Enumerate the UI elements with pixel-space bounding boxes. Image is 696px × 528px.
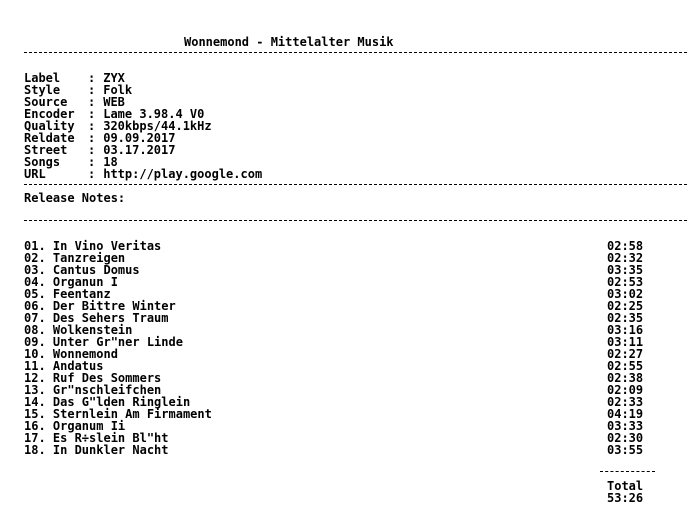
track-title: 08. Wolkenstein bbox=[24, 323, 133, 337]
track-time: 02:30 bbox=[607, 431, 644, 445]
info-key: URL bbox=[24, 167, 46, 181]
track-title: 17. Es R÷slein Bl"ht bbox=[24, 431, 169, 445]
track-time: 03:16 bbox=[607, 323, 644, 337]
track-title: 07. Des Sehers Traum bbox=[24, 311, 169, 325]
info-value: ZYX bbox=[103, 71, 125, 85]
info-value: Folk bbox=[103, 83, 133, 97]
track-title: 03. Cantus Domus bbox=[24, 263, 140, 277]
track-title: 02. Tanzreigen bbox=[24, 251, 126, 265]
track-time: 02:25 bbox=[607, 299, 644, 313]
page-title: Wonnemond - Mittelalter Musik bbox=[184, 35, 394, 49]
track-time: 03:02 bbox=[607, 287, 644, 301]
track-title: 15. Sternlein Am Firmament bbox=[24, 407, 212, 421]
track-title: 06. Der Bittre Winter bbox=[24, 299, 176, 313]
total-value: 53:26 bbox=[607, 491, 644, 505]
info-key: Style bbox=[24, 83, 61, 97]
info-row-encoder: Encoder : Lame 3.98.4 V0 bbox=[24, 107, 205, 121]
info-row-source: Source : WEB bbox=[24, 95, 125, 109]
info-value: 03.17.2017 bbox=[103, 143, 176, 157]
info-value: 18 bbox=[103, 155, 118, 169]
info-key: Songs bbox=[24, 155, 61, 169]
info-row-label: Label : ZYX bbox=[24, 71, 125, 85]
track-time: 02:35 bbox=[607, 311, 644, 325]
divider-top bbox=[24, 52, 687, 53]
info-value: Lame 3.98.4 V0 bbox=[103, 107, 205, 121]
track-title: 14. Das G"lden Ringlein bbox=[24, 395, 191, 409]
track-title: 01. In Vino Veritas bbox=[24, 239, 162, 253]
track-time: 03:55 bbox=[607, 443, 644, 457]
track-title: 11. Andatus bbox=[24, 359, 104, 373]
info-value: 320kbps/44.1kHz bbox=[103, 119, 212, 133]
info-value: 09.09.2017 bbox=[103, 131, 176, 145]
info-key: Encoder bbox=[24, 107, 75, 121]
track-time: 04:19 bbox=[607, 407, 644, 421]
track-time: 03:11 bbox=[607, 335, 644, 349]
track-title: 16. Organum Ii bbox=[24, 419, 126, 433]
info-row-songs: Songs : 18 bbox=[24, 155, 118, 169]
track-time: 02:38 bbox=[607, 371, 644, 385]
info-key: Label bbox=[24, 71, 61, 85]
total-divider bbox=[600, 471, 655, 472]
total-label: Total bbox=[607, 479, 644, 493]
track-time: 02:27 bbox=[607, 347, 644, 361]
track-time: 02:53 bbox=[607, 275, 644, 289]
track-time: 02:09 bbox=[607, 383, 644, 397]
track-title: 05. Feentanz bbox=[24, 287, 111, 301]
release-notes-heading: Release Notes: bbox=[24, 191, 126, 205]
info-row-reldate: Reldate : 09.09.2017 bbox=[24, 131, 176, 145]
track-time: 02:33 bbox=[607, 395, 644, 409]
info-key: Street bbox=[24, 143, 68, 157]
track-title: 04. Organun I bbox=[24, 275, 118, 289]
info-key: Quality bbox=[24, 119, 75, 133]
info-key: Reldate bbox=[24, 131, 75, 145]
track-time: 02:55 bbox=[607, 359, 644, 373]
track-time: 02:58 bbox=[607, 239, 644, 253]
track-title: 12. Ruf Des Sommers bbox=[24, 371, 162, 385]
track-time: 03:35 bbox=[607, 263, 644, 277]
divider-notes bbox=[24, 220, 687, 221]
info-row-street: Street : 03.17.2017 bbox=[24, 143, 176, 157]
info-row-style: Style : Folk bbox=[24, 83, 133, 97]
track-time: 03:33 bbox=[607, 419, 644, 433]
track-title: 13. Gr"nschleifchen bbox=[24, 383, 162, 397]
track-title: 10. Wonnemond bbox=[24, 347, 118, 361]
track-title: 09. Unter Gr"ner Linde bbox=[24, 335, 183, 349]
info-row-quality: Quality : 320kbps/44.1kHz bbox=[24, 119, 212, 133]
track-title: 18. In Dunkler Nacht bbox=[24, 443, 169, 457]
track-time: 02:32 bbox=[607, 251, 644, 265]
info-value: http://play.google.com bbox=[103, 167, 263, 181]
info-value: WEB bbox=[103, 95, 125, 109]
divider-info bbox=[24, 184, 687, 185]
info-row-url: URL : http://play.google.com bbox=[24, 167, 263, 181]
info-key: Source bbox=[24, 95, 68, 109]
